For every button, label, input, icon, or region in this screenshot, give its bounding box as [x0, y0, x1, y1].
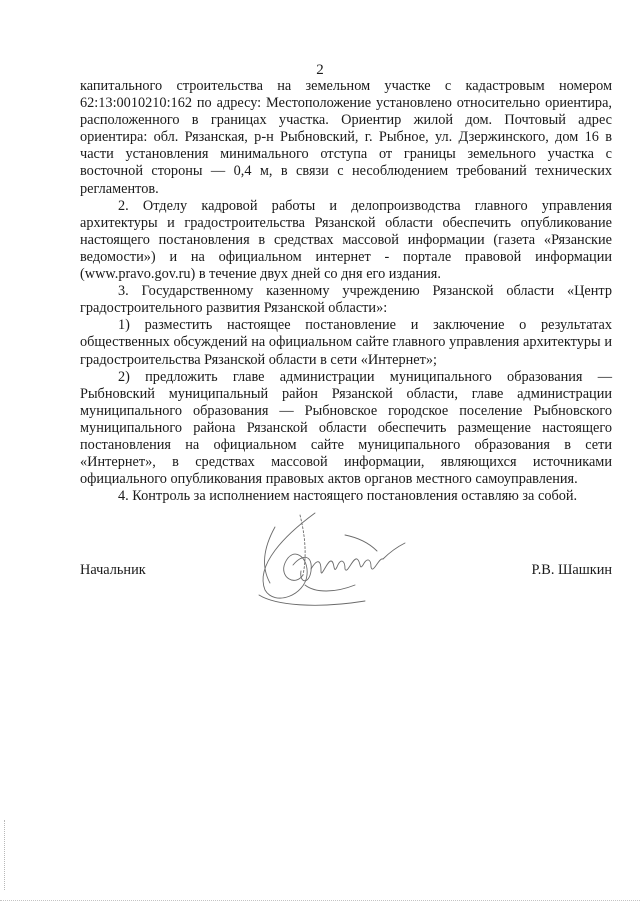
scan-edge-mark — [4, 820, 7, 890]
signatory-name: Р.В. Шашкин — [531, 562, 612, 578]
page-number: 2 — [316, 62, 324, 78]
paragraph-continuation: капитального строительства на земельном участке с кадастровым номером 62:13:0010210:162 по адресу: Местоположение установлено относительно ориентира, расположенного в границах участка. Ориентир жилой дом. Почтовый адрес ориентира: обл. Рязанская, р-н Рыбновский, г. Рыбное, ул. Дзержинского, дом 16 в части установления минимального отступа от границы земельного участка с восточной стороны — 0,4 м, в связи с несоблюдением требований технических регламентов. — [80, 78, 612, 197]
scan-bottom-edge — [0, 900, 640, 902]
paragraph-item-4: 4. Контроль за исполнением настоящего постановления оставляю за собой. — [118, 488, 578, 505]
paragraph-subitem-1: 1) разместить настоящее постановление и заключение о результатах общественных обсуждений на официальном сайте главного управления архитектуры и градостроительства Рязанской области в сети «Интернет»; — [80, 317, 612, 368]
paragraph-item-3: 3. Государственному казенному учреждению Рязанской области «Центр градостроительного развития Рязанской области»: — [80, 283, 612, 317]
document-body — [80, 78, 612, 505]
paragraph-item-2: 2. Отделу кадровой работы и делопроизводства главного управления архитектуры и градостроительства Рязанской области обеспечить опубликование настоящего постановления в средствах массовой информации (газета «Рязанские ведомости») и на официальном интернет - портале правовой информации (www.pravo.gov.ru) в течение двух дней со дня его издания. — [80, 197, 612, 283]
paragraph-subitem-2: 2) предложить главе администрации муниципального образования — Рыбновский муниципальный район Рязанской области, главе администрации муниципального образования — Рыбновское городское поселение Рыбновского муниципального района Рязанской области обеспечить размещение настоящего постановления на официальном сайте муниципального образования в сети «Интернет», в средствах массовой информации, являющихся источниками официального опубликования правовых актов органов местного самоуправления. — [80, 368, 612, 488]
handwritten-signature — [245, 505, 445, 610]
signatory-title: Начальник — [80, 562, 146, 578]
